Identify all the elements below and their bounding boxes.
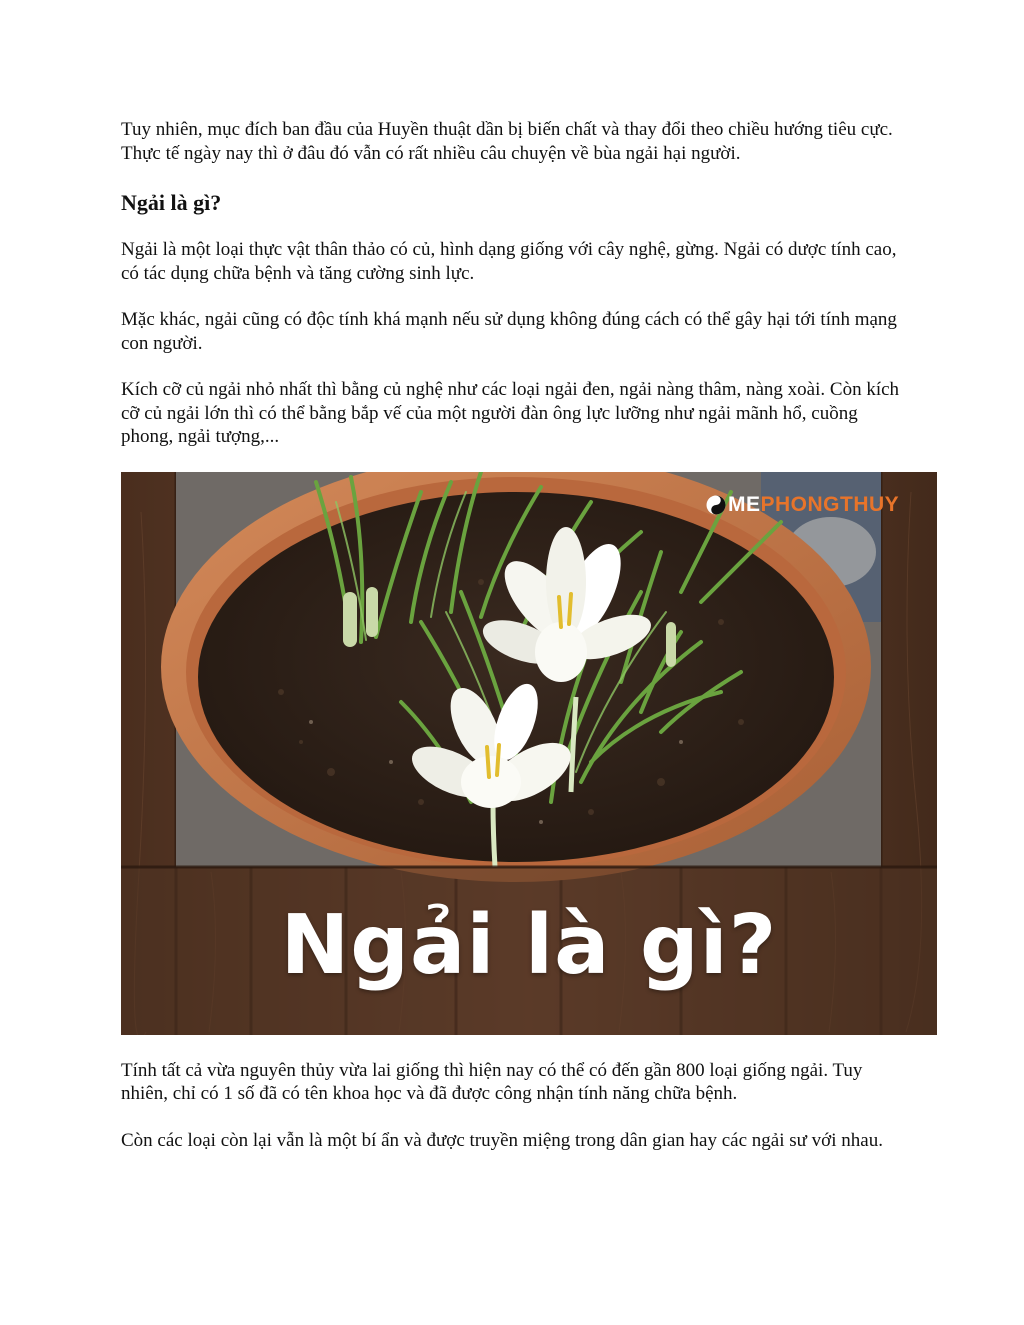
section-heading: Ngải là gì? xyxy=(121,190,222,215)
watermark-brand: PHONGTHUY xyxy=(760,492,900,516)
yin-yang-icon xyxy=(706,495,726,515)
paragraph-varieties: Tính tất cả vừa nguyên thủy vừa lai giống thì hiện nay có thể có đến gần 800 loại giống ngải. Tuy nhiên, chỉ có 1 số đã có tên khoa học và đã được công nhận tính năng chữa bệnh. xyxy=(121,1059,863,1104)
paragraph-folklore: Còn các loại còn lại vẫn là một bí ẩn và được truyền miệng trong dân gian hay các ngải sư với nhau. xyxy=(121,1129,883,1151)
paragraph-intro: Tuy nhiên, mục đích ban đầu của Huyền thuật dần bị biến chất và thay đổi theo chiều hướng tiêu cực. Thực tế ngày nay thì ở đâu đó vẫn có rất nhiều câu chuyện về bùa ngải hại người. xyxy=(121,119,893,164)
paragraph-definition: Ngải là một loại thực vật thân thảo có củ, hình dạng giống với cây nghệ, gừng. Ngải có dược tính cao, có tác dụng chữa bệnh và tăng cường sinh lực. xyxy=(121,239,897,284)
document-body xyxy=(121,118,921,1175)
paragraph-toxicity: Mặc khác, ngải cũng có độc tính khá mạnh nếu sử dụng không đúng cách có thể gây hại tới tính mạng con người. xyxy=(121,309,897,354)
paragraph-size: Kích cỡ củ ngải nhỏ nhất thì bằng củ nghệ như các loại ngải đen, ngải nàng thâm, nàng xoài. Còn kích cỡ củ ngải lớn thì có thể bằng bắp vế của một người đàn ông lực lưỡng như ngải mãnh hổ, cuồng phong, ngải tượng,... xyxy=(121,379,900,447)
watermark-me: ME xyxy=(728,492,761,516)
image-overlay-title: Ngải là gì? xyxy=(280,897,778,993)
watermark-logo xyxy=(706,493,899,517)
article-image xyxy=(121,472,937,1035)
